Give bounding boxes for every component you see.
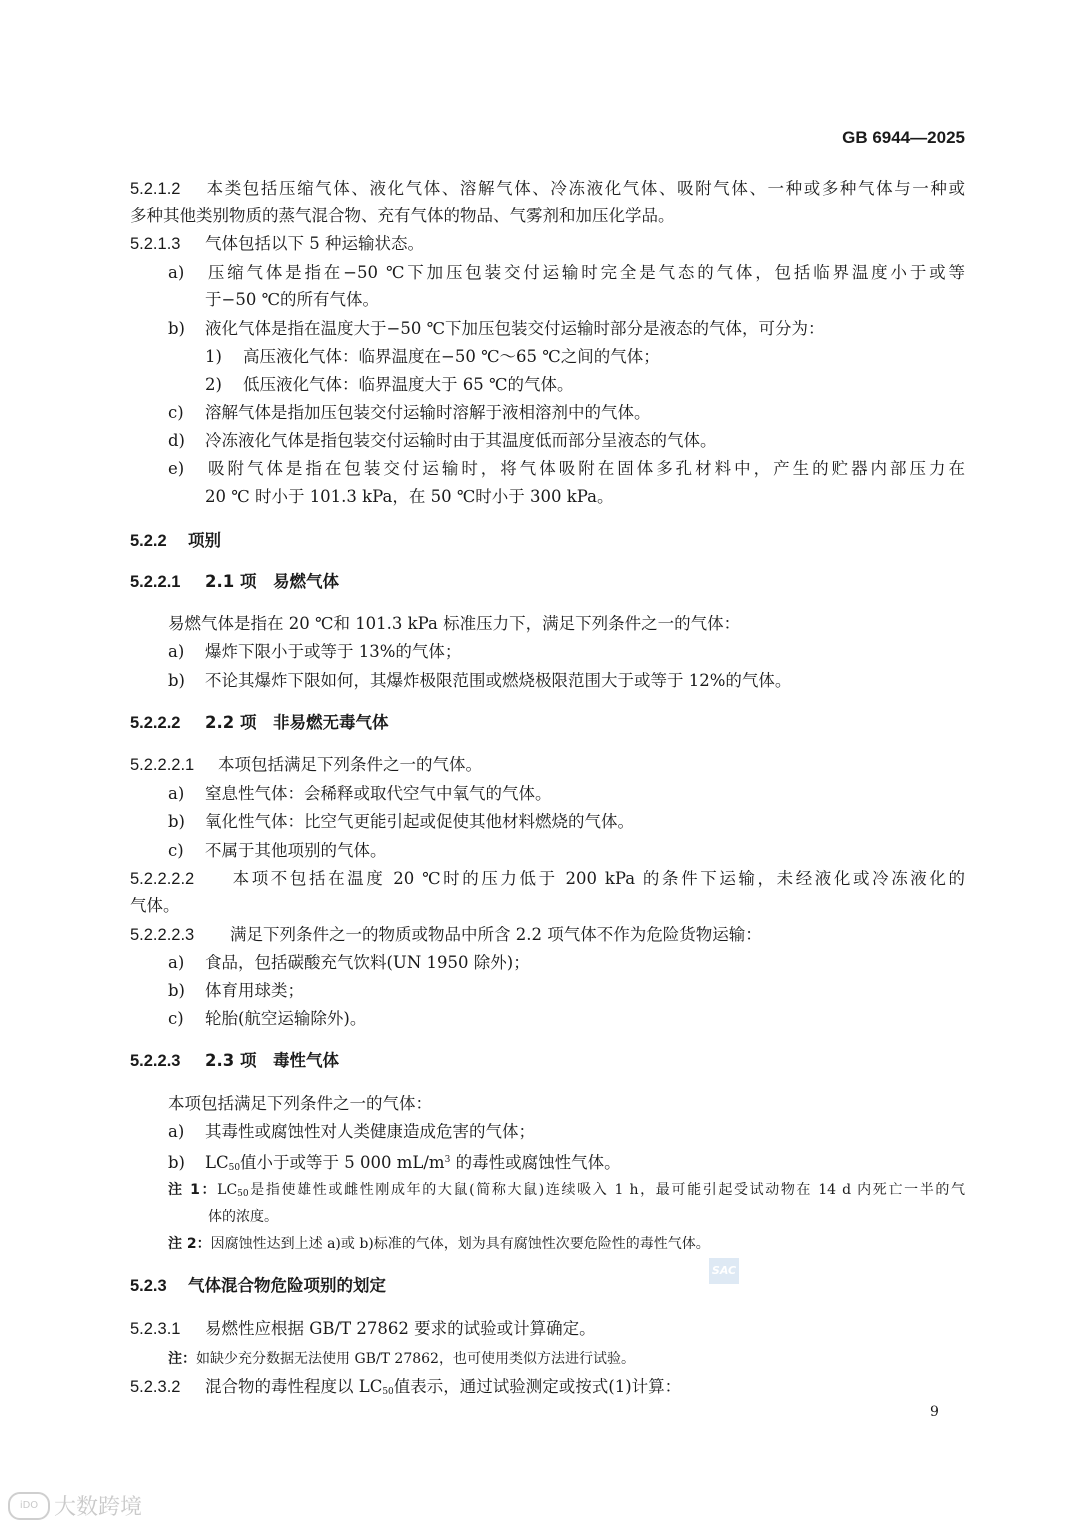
section-title: 毒性气体 <box>273 1051 339 1070</box>
item-text: 溶解气体是指加压包装交付运输时溶解于液相溶剂中的气体。 <box>205 403 651 422</box>
section-number: 5.2.3 <box>130 1277 167 1295</box>
section-5-2-2 <box>130 530 221 552</box>
clause-number: 5.2.1.2 <box>130 180 181 198</box>
item-label: d) <box>168 431 185 450</box>
lc-text: LC <box>217 1182 238 1198</box>
section-title: 非易燃无毒气体 <box>273 713 389 732</box>
item-text: 值小于或等于 5 000 mL/m <box>240 1153 445 1172</box>
item-text: 吸附气体是指在包装交付运输时，将气体吸附在固体多孔材料中，产生的贮器内部压力在 <box>205 459 965 478</box>
note-label: 注 2： <box>168 1236 211 1252</box>
item-text: 的毒性或腐蚀性气体。 <box>450 1153 621 1172</box>
clause-5-2-1-3 <box>130 233 424 255</box>
item-label: e) <box>168 459 185 478</box>
division-label: 2.3 项 <box>205 1051 257 1070</box>
clause-number: 5.2.3.1 <box>130 1320 181 1338</box>
list-item <box>168 783 552 805</box>
list-item <box>168 811 634 833</box>
sac-stamp: SAC <box>709 1258 739 1284</box>
clause-text-cont: 气体。 <box>130 896 180 915</box>
list-item <box>168 980 304 1002</box>
clause-5-2-2-2-2 <box>130 868 965 890</box>
standard-number: GB 6944—2025 <box>842 128 965 147</box>
item-label: b) <box>168 319 185 338</box>
clause-5-2-3-2 <box>130 1376 681 1398</box>
list-item <box>168 458 965 480</box>
section-title: 易燃气体 <box>273 572 339 591</box>
note-text: 因腐蚀性达到上述 a)或 b)标准的气体，划为具有腐蚀性次要危险性的毒性气体。 <box>210 1236 710 1252</box>
clause-5-2-1-2 <box>130 178 965 200</box>
item-text: 爆炸下限小于或等于 13%的气体； <box>205 642 462 661</box>
section-number: 5.2.2 <box>130 532 167 550</box>
clause-number: 5.2.2.2.2 <box>130 870 195 888</box>
list-item <box>168 641 461 663</box>
note-1 <box>168 1179 965 1201</box>
item-text: 高压液化气体：临界温度在−50 ℃～65 ℃之间的气体； <box>243 347 660 366</box>
clause-text: 本项包括满足下列条件之一的气体。 <box>218 755 482 774</box>
paragraph: 易燃气体是指在 20 ℃和 101.3 kPa 标准压力下，满足下列条件之一的气体： <box>168 614 741 633</box>
page-number: 9 <box>930 1404 939 1420</box>
item-text-cont: 20 ℃ 时小于 101.3 kPa，在 50 ℃时小于 300 kPa。 <box>205 487 614 506</box>
watermark-text: 大数跨境 <box>54 1495 143 1520</box>
sub-item <box>205 374 573 396</box>
superscript: 3 <box>444 1155 451 1165</box>
clause-number: 5.2.1.3 <box>130 235 181 253</box>
section-title: 项别 <box>188 531 221 550</box>
subscript: 50 <box>237 1189 249 1199</box>
list-item <box>168 1149 621 1171</box>
clause-5-2-3-1 <box>130 1318 596 1340</box>
clause-text: 本类包括压缩气体、液化气体、溶解气体、冷冻液化气体、吸附气体、一种或多种气体与一种或 <box>205 179 965 198</box>
section-number: 5.2.2.3 <box>130 1052 181 1070</box>
watermark <box>8 1490 142 1521</box>
item-label: a) <box>168 642 185 661</box>
item-text: 食品，包括碳酸充气饮料(UN 1950 除外)； <box>205 953 530 972</box>
list-item <box>168 840 387 862</box>
section-number: 5.2.2.2 <box>130 714 181 732</box>
list-item <box>168 318 825 340</box>
note-label: 注： <box>168 1351 196 1367</box>
section-5-2-2-1 <box>130 571 339 593</box>
item-label: a) <box>168 953 185 972</box>
note-text-cont: 体的浓度。 <box>208 1209 278 1225</box>
section-5-2-2-3 <box>130 1050 339 1072</box>
lc-text: LC <box>205 1153 229 1172</box>
section-5-2-2-2 <box>130 712 389 734</box>
item-text: 窒息性气体：会稀释或取代空气中氧气的气体。 <box>205 784 552 803</box>
item-text: 压缩气体是指在−50 ℃下加压包装交付运输时完全是气态的气体，包括临界温度小于或等 <box>205 263 965 282</box>
section-number: 5.2.2.1 <box>130 573 181 591</box>
list-item <box>168 430 717 452</box>
item-label: b) <box>168 812 185 831</box>
note <box>168 1348 635 1370</box>
item-label: b) <box>168 1153 185 1172</box>
item-text: 其毒性或腐蚀性对人类健康造成危害的气体； <box>205 1122 535 1141</box>
division-label: 2.2 项 <box>205 713 257 732</box>
item-text: 低压液化气体：临界温度大于 65 ℃的气体。 <box>243 375 574 394</box>
clause-text: 本项不包括在温度 20 ℃时的压力低于 200 kPa 的条件下运输，未经液化或冷冻液化的 <box>230 869 965 888</box>
sub-item <box>205 346 660 368</box>
item-label: a) <box>168 263 185 282</box>
clause-number: 5.2.2.2.1 <box>130 756 195 774</box>
item-text: 氧化性气体：比空气更能引起或促使其他材料燃烧的气体。 <box>205 812 634 831</box>
list-item <box>168 952 530 974</box>
note-text: 如缺少充分数据无法使用 GB/T 27862，也可使用类似方法进行试验。 <box>196 1351 635 1367</box>
watermark-logo-icon: iDO <box>8 1492 50 1520</box>
list-item <box>168 262 965 284</box>
clause-text-cont: 多种其他类别物质的蒸气混合物、充有气体的物品、气雾剂和加压化学品。 <box>130 206 675 225</box>
section-title: 气体混合物危险项别的划定 <box>188 1276 386 1295</box>
item-text-cont: 于−50 ℃的所有气体。 <box>205 290 380 309</box>
item-label: 1) <box>205 347 222 366</box>
clause-text: 易燃性应根据 GB/T 27862 要求的试验或计算确定。 <box>205 1319 596 1338</box>
note-text: 是指使雄性或雌性刚成年的大鼠(简称大鼠)连续吸入 1 h，最可能引起受试动物在 14 d 内死亡一半的气 <box>248 1182 965 1198</box>
division-label: 2.1 项 <box>205 572 257 591</box>
clause-text: 气体包括以下 5 种运输状态。 <box>205 234 424 253</box>
item-text: 冷冻液化气体是指包装交付运输时由于其温度低而部分呈液态的气体。 <box>205 431 717 450</box>
item-label: a) <box>168 1122 185 1141</box>
clause-text: 混合物的毒性程度以 LC <box>205 1377 383 1396</box>
paragraph: 本项包括满足下列条件之一的气体： <box>168 1094 432 1113</box>
clause-number: 5.2.2.2.3 <box>130 926 195 944</box>
list-item <box>168 1121 535 1143</box>
item-text: 不论其爆炸下限如何，其爆炸极限范围或燃烧极限范围大于或等于 12%的气体。 <box>205 671 792 690</box>
item-label: b) <box>168 671 185 690</box>
section-5-2-3 <box>130 1275 386 1297</box>
item-label: c) <box>168 403 184 422</box>
subscript: 50 <box>382 1387 394 1397</box>
clause-number: 5.2.3.2 <box>130 1378 181 1396</box>
item-label: c) <box>168 841 184 860</box>
item-label: 2) <box>205 375 222 394</box>
clause-5-2-2-2-3 <box>130 924 762 946</box>
item-text: 体育用球类； <box>205 981 304 1000</box>
list-item <box>168 670 791 692</box>
item-text: 不属于其他项别的气体。 <box>205 841 387 860</box>
item-text: 轮胎(航空运输除外)。 <box>205 1009 367 1028</box>
note-2 <box>168 1233 710 1255</box>
item-text: 液化气体是指在温度大于−50 ℃下加压包装交付运输时部分是液态的气体，可分为： <box>205 319 825 338</box>
clause-text: 满足下列条件之一的物质或物品中所含 2.2 项气体不作为危险货物运输： <box>230 925 762 944</box>
item-label: b) <box>168 981 185 1000</box>
note-label: 注 1： <box>168 1182 218 1198</box>
clause-5-2-2-2-1 <box>130 754 482 776</box>
item-label: c) <box>168 1009 184 1028</box>
list-item <box>168 1008 366 1030</box>
list-item <box>168 402 651 424</box>
subscript: 50 <box>228 1163 241 1173</box>
clause-text: 值表示，通过试验测定或按式(1)计算： <box>393 1377 682 1396</box>
item-label: a) <box>168 784 185 803</box>
